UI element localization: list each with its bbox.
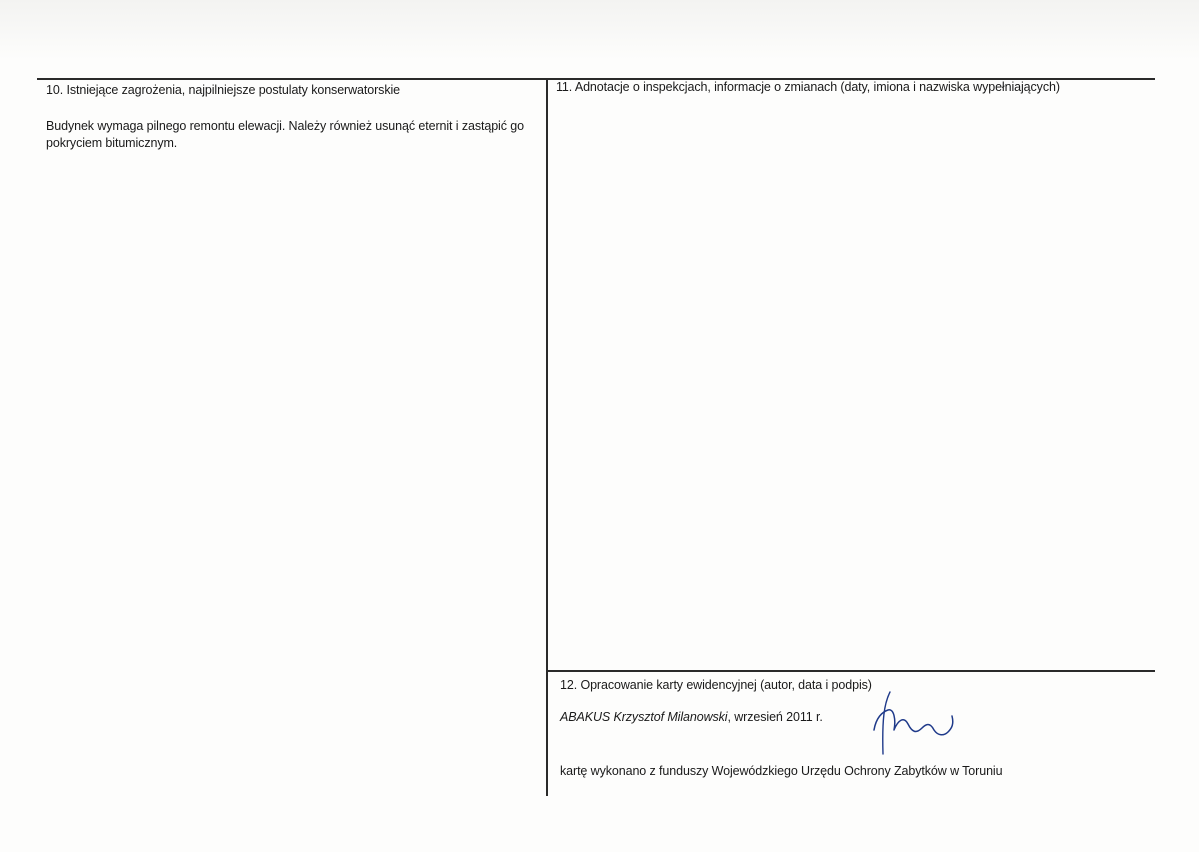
author-date: , wrzesień 2011 r. — [727, 710, 823, 724]
section-12-heading: 12. Opracowanie karty ewidencyjnej (autor, data i podpis) — [560, 678, 872, 692]
section-12-divider — [547, 670, 1155, 672]
section-10-body: Budynek wymaga pilnego remontu elewacji. Należy również usunąć eternit i zastąpić go pokryciem bitumicznym. — [46, 119, 524, 150]
section-12-funding-note: kartę wykonano z funduszy Wojewódzkiego Urzędu Ochrony Zabytków w Toruniu — [560, 764, 1003, 778]
section-10-heading: 10. Istniejące zagrożenia, najpilniejsze postulaty konserwatorskie — [46, 83, 401, 97]
scan-shadow — [0, 0, 1199, 60]
column-divider — [546, 78, 548, 796]
handwritten-signature-icon — [868, 690, 964, 758]
section-12-author-line — [560, 709, 823, 726]
section-11-heading: 11. Adnotacje o inspekcjach, informacje o zmianach (daty, imiona i nazwiska wypełniających) — [556, 80, 1060, 94]
author-name: ABAKUS Krzysztof Milanowski — [560, 710, 728, 724]
